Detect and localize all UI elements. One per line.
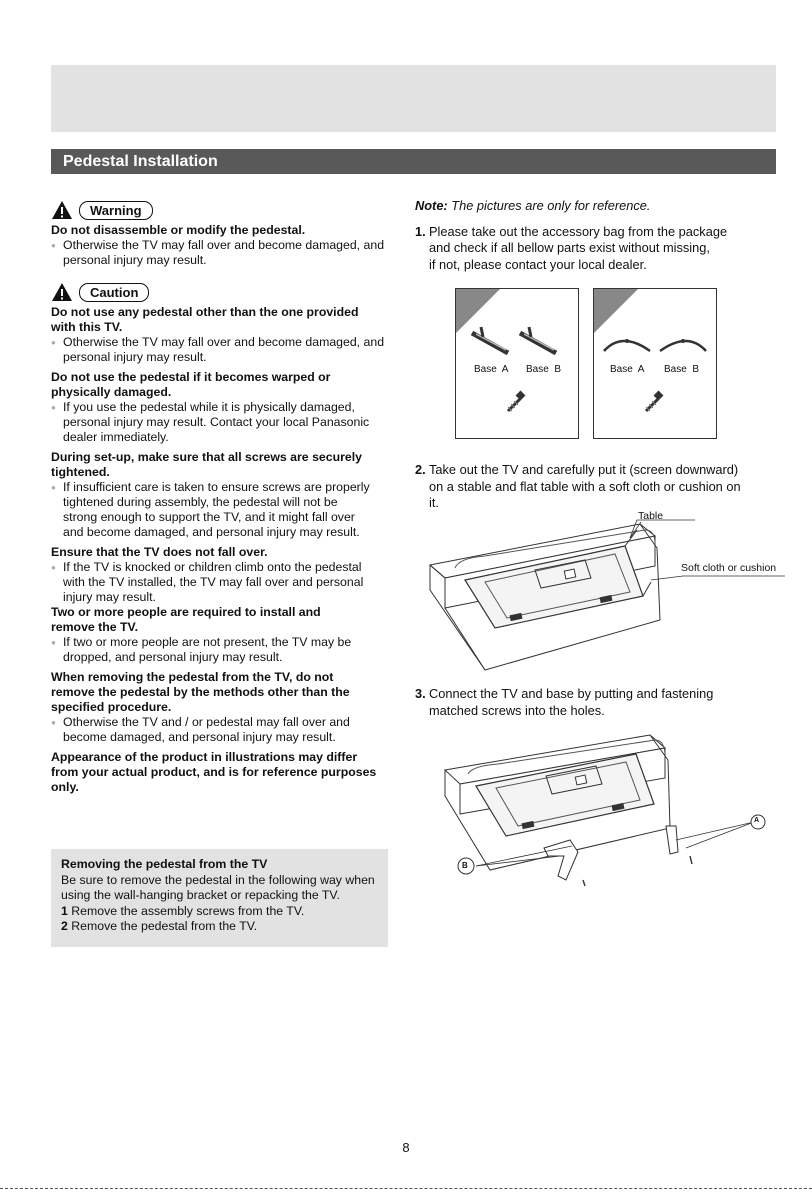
step-2: [415, 462, 799, 512]
page-number: 8: [402, 1140, 410, 1155]
warning-bullet: [51, 238, 406, 268]
bullet-line: with the TV installed, the TV may fall over and personal: [63, 575, 364, 589]
heading-line: Do not use the pedestal if it becomes warped or: [51, 370, 331, 384]
parts-figure-straight-base: [455, 288, 579, 439]
caution-bullet: [51, 335, 406, 365]
heading-line: tightened.: [51, 465, 110, 479]
base-b-label: Base B: [664, 364, 700, 375]
bullet-line: injury may result.: [63, 590, 156, 604]
caution-heading: [51, 545, 406, 560]
removing-line: using the wall-hanging bracket or repacking the TV.: [61, 888, 340, 902]
bullet-line: dropped, and personal injury may result.: [63, 650, 283, 664]
screw-icon: [508, 391, 525, 411]
caution-heading: [51, 370, 406, 400]
caution-bullet: [51, 715, 406, 745]
warning-triangle-icon: [51, 200, 73, 220]
step-line: Take out the TV and carefully put it (screen downward): [429, 462, 739, 477]
removing-step: [61, 904, 378, 920]
page-bottom-rule: [0, 1188, 812, 1189]
warning-heading: Do not disassemble or modify the pedestal.: [51, 223, 306, 237]
bullet-line: dealer immediately.: [63, 430, 169, 444]
bullet-line: and become damaged, and personal injury may result.: [63, 525, 360, 539]
bullet-line: ● If insufficient care is taken to ensure screws are properly: [63, 480, 370, 494]
step-line: it.: [429, 495, 439, 510]
removing-title: Removing the pedestal from the TV: [61, 857, 268, 871]
heading-line: Appearance of the product in illustrations may differ: [51, 750, 358, 764]
step-number: 2.: [415, 462, 426, 477]
step-number: 2: [61, 919, 68, 933]
note: [415, 198, 785, 215]
bullet-line: ● If two or more people are not present, the TV may be: [63, 635, 352, 649]
caution-badge: Caution: [79, 283, 149, 302]
step-number: 1: [61, 903, 68, 918]
removing-step: [61, 919, 378, 935]
caution-bullet: [51, 560, 406, 605]
bullet-line: become damaged, and personal injury may result.: [63, 730, 336, 744]
base-a-label: Base A: [474, 364, 509, 375]
tv-base-assembly-illustration: [440, 730, 800, 900]
step-text: Remove the assembly screws from the TV.: [71, 903, 305, 918]
step-3: [415, 686, 799, 719]
heading-line: remove the pedestal by the methods other than the: [51, 685, 350, 699]
caution-badge-row: [51, 280, 406, 304]
caution-triangle-icon: [51, 282, 73, 302]
caution-heading: [51, 605, 406, 635]
caution-heading: [51, 305, 406, 335]
note-text: The pictures are only for reference.: [451, 198, 651, 213]
base-b-label: Base B: [526, 364, 562, 375]
step-line: matched screws into the holes.: [429, 702, 605, 718]
instructions-column: [415, 198, 785, 273]
step-1: [415, 224, 785, 274]
bullet-line: personal injury may result.: [63, 253, 207, 267]
step-number: 1.: [415, 223, 426, 239]
part-a-callout: A: [754, 817, 760, 824]
bullet-line: ● Otherwise the TV may fall over and become damaged, and: [63, 238, 385, 252]
heading-line: During set-up, make sure that all screws are securely: [51, 450, 362, 464]
caution-bullet: [51, 480, 406, 540]
heading-line: specified procedure.: [51, 700, 172, 714]
bullet-line: tightened during assembly, the pedestal will not be: [63, 495, 338, 509]
heading-line: Do not use any pedestal other than the one provided: [51, 305, 359, 319]
step-line: Please take out the accessory bag from the package: [429, 223, 728, 239]
cushion-callout: Soft cloth or cushion: [681, 562, 777, 574]
heading-line: physically damaged.: [51, 385, 172, 399]
caution-bullet: [51, 635, 406, 665]
bullet-line: ● Otherwise the TV and / or pedestal may fall over and: [63, 715, 350, 729]
warning-badge: Warning: [79, 201, 153, 220]
heading-line: remove the TV.: [51, 620, 139, 634]
step-line: Connect the TV and base by putting and fastening: [429, 686, 714, 701]
part-b-callout: B: [462, 861, 468, 870]
note-label: Note:: [415, 198, 448, 213]
heading-line: from your actual product, and is for reference purposes: [51, 765, 377, 779]
step-line: if not, please contact your local dealer.: [429, 256, 647, 272]
bullet-line: personal injury may result.: [63, 350, 207, 364]
removing-pedestal-box: [51, 849, 388, 947]
step-number: 3.: [415, 686, 426, 701]
header-banner: [51, 65, 776, 132]
step-line: and check if all bellow parts exist without missing,: [429, 240, 710, 255]
screw-icon: [646, 391, 663, 411]
parts-figure-curved-base: [593, 288, 717, 439]
caution-heading: [51, 670, 406, 715]
bullet-line: ● Otherwise the TV may fall over and become damaged, and: [63, 335, 385, 349]
step-text: Remove the pedestal from the TV.: [71, 919, 258, 933]
safety-column: [51, 198, 406, 795]
bullet-line: ● If the TV is knocked or children climb onto the pedestal: [63, 560, 362, 574]
step-line: on a stable and flat table with a soft cloth or cushion on: [429, 478, 741, 494]
removing-line: Be sure to remove the pedestal in the following way when: [61, 872, 375, 887]
warning-badge-row: [51, 198, 406, 222]
section-title: Pedestal Installation: [51, 149, 776, 174]
bullet-line: ● If you use the pedestal while it is physically damaged,: [63, 400, 355, 414]
bullet-line: personal injury may result. Contact your local Panasonic: [63, 415, 370, 429]
heading-line: Two or more people are required to install and: [51, 605, 321, 619]
heading-line: When removing the pedestal from the TV, do not: [51, 670, 334, 684]
table-callout: Table: [638, 510, 664, 522]
caution-bullet: [51, 400, 406, 445]
bullet-line: strong enough to support the TV, and it might fall over: [63, 510, 355, 524]
caution-heading: [51, 750, 406, 795]
caution-heading: [51, 450, 406, 480]
heading-line: with this TV.: [51, 320, 123, 334]
heading-line: Ensure that the TV does not fall over.: [51, 545, 268, 559]
base-a-label: Base A: [610, 364, 645, 375]
tv-on-table-illustration: [425, 510, 795, 680]
heading-line: only.: [51, 780, 79, 794]
